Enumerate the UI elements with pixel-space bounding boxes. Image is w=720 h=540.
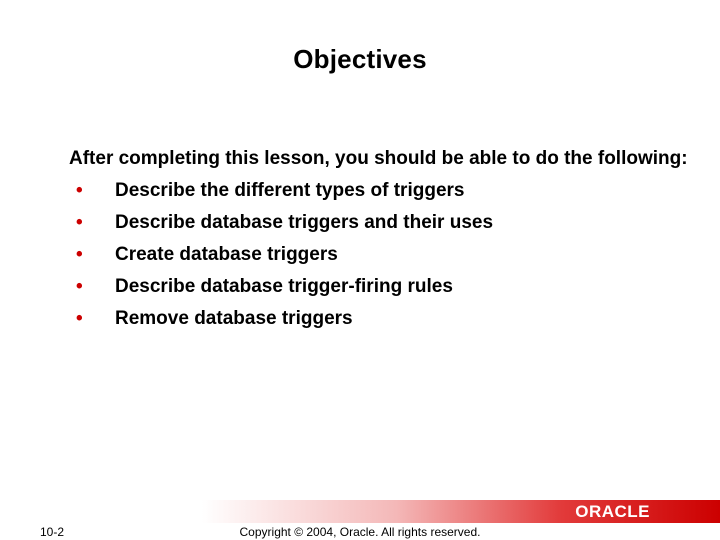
bullet-icon: • [76, 308, 83, 329]
list-item [69, 175, 689, 207]
intro-text: After completing this lesson, you should be able to do the following: [69, 148, 688, 169]
page-number: 10-2 [40, 525, 65, 539]
list-item [69, 303, 689, 335]
list-item [69, 207, 689, 239]
list-item-text: Create database triggers [115, 244, 338, 265]
bullet-icon: • [76, 276, 83, 297]
copyright-notice: Copyright © 2004, Oracle. All rights reserved. [239, 525, 481, 539]
bullet-icon: • [76, 212, 83, 233]
list-item-text: Describe the different types of triggers [115, 180, 465, 201]
bullet-icon: • [76, 180, 83, 201]
objectives-list [69, 175, 689, 335]
slide-title: Objectives [293, 44, 427, 74]
list-item-text: Describe database trigger-firing rules [115, 276, 453, 297]
list-item-text: Describe database triggers and their uses [115, 212, 494, 233]
bullet-icon: • [76, 244, 83, 265]
list-item [69, 271, 689, 303]
oracle-logo: ORACLE [575, 502, 650, 521]
list-item-text: Remove database triggers [115, 308, 353, 329]
list-item [69, 239, 689, 271]
slide-body [69, 145, 689, 335]
